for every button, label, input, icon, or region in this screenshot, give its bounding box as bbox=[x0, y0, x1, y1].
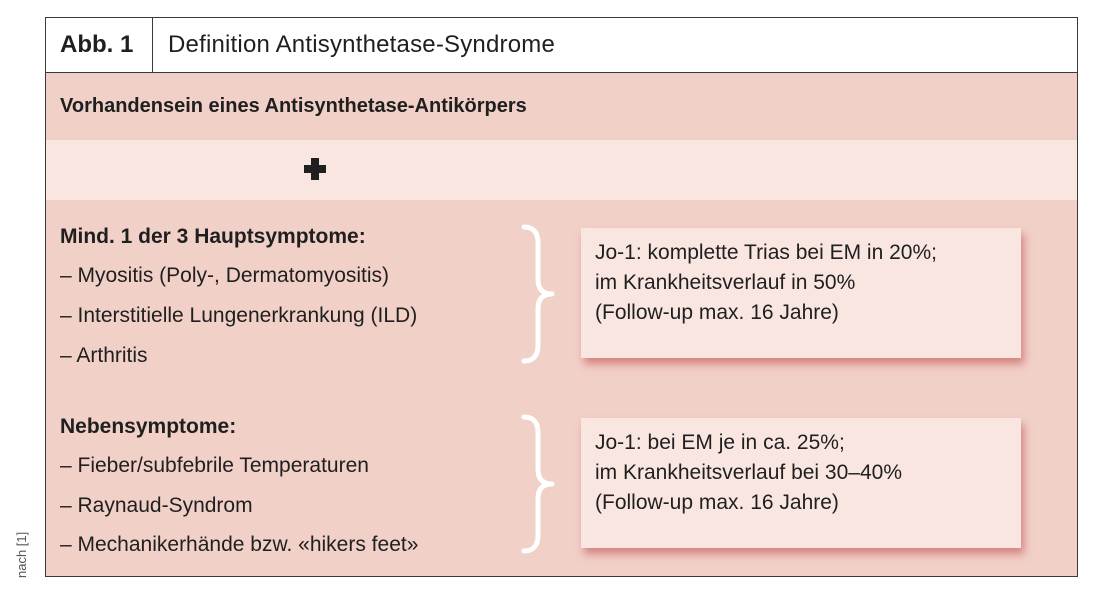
minor-symptoms-note bbox=[581, 418, 1021, 548]
minor-symptoms-brace-icon bbox=[518, 413, 558, 555]
minor-symptom-item: – Mechanikerhände bzw. «hikers feet» bbox=[60, 533, 419, 556]
figure-title: Definition Antisynthetase-Syndrome bbox=[168, 31, 556, 58]
main-note-line: im Krankheitsverlauf in 50% bbox=[595, 271, 856, 294]
main-note-line: Jo-1: komplette Trias bei EM in 20%; bbox=[595, 241, 937, 264]
main-symptoms-title: Mind. 1 der 3 Hauptsymptome: bbox=[60, 225, 366, 248]
main-symptoms-note bbox=[581, 228, 1021, 358]
minor-symptoms-title: Nebensymptome: bbox=[60, 415, 237, 438]
figure-box bbox=[45, 17, 1078, 577]
main-note-line: (Follow-up max. 16 Jahre) bbox=[595, 301, 839, 324]
figure-number: Abb. 1 bbox=[46, 18, 153, 72]
minor-note-line: Jo-1: bei EM je in ca. 25%; bbox=[595, 431, 845, 454]
antibody-condition-row bbox=[46, 73, 1077, 140]
antibody-condition-text: Vorhandensein eines Antisynthetase-Antikörpers bbox=[60, 95, 527, 117]
minor-symptom-item: – Fieber/subfebrile Temperaturen bbox=[60, 454, 369, 477]
minor-note-line: im Krankheitsverlauf bei 30–40% bbox=[595, 461, 903, 484]
plus-icon bbox=[304, 158, 326, 180]
figure-header bbox=[46, 18, 1077, 73]
main-symptoms-brace-icon bbox=[518, 223, 558, 365]
source-citation-text: nach [1] bbox=[14, 531, 29, 578]
plus-row bbox=[46, 140, 1077, 200]
minor-symptom-item: – Raynaud-Syndrom bbox=[60, 494, 253, 517]
minor-note-line: (Follow-up max. 16 Jahre) bbox=[595, 491, 839, 514]
main-symptom-item: – Myositis (Poly-, Dermatomyositis) bbox=[60, 264, 390, 287]
main-symptom-item: – Arthritis bbox=[60, 344, 148, 367]
main-symptom-item: – Interstitielle Lungenerkrankung (ILD) bbox=[60, 304, 418, 327]
